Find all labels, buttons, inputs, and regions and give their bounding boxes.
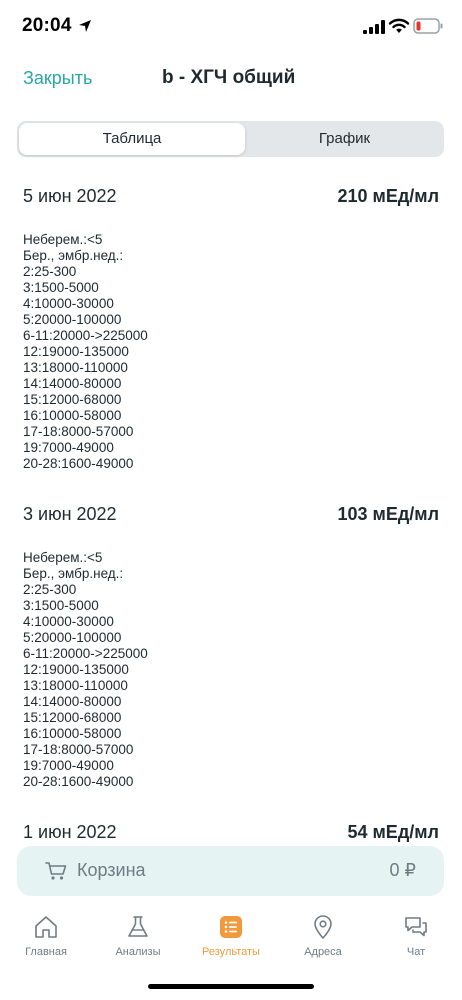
home-icon [33, 914, 59, 940]
result-value: 103 мЕд/мл [337, 504, 439, 524]
tab-label: Чат [406, 946, 426, 958]
results-list[interactable] [0, 172, 462, 842]
tab-results[interactable] [185, 906, 277, 966]
reference-line: Неберем.:<5 [23, 550, 103, 565]
cart-button[interactable] [17, 846, 444, 896]
reference-line: 2:25-300 [23, 582, 77, 597]
reference-line: Неберем.:<5 [23, 232, 103, 247]
reference-line: 6-11:20000->225000 [23, 328, 148, 343]
home-indicator [148, 984, 314, 989]
reference-line: 20-28:1600-49000 [23, 456, 134, 471]
result-date: 3 июн 2022 [23, 504, 117, 524]
reference-line: 15:12000-68000 [23, 392, 122, 407]
reference-ranges [23, 232, 439, 472]
tab-label: Адреса [304, 946, 342, 958]
results-list-icon [218, 914, 244, 940]
tab-label: Главная [25, 946, 67, 958]
close-button[interactable]: Закрыть [23, 68, 93, 88]
tab-home[interactable] [0, 906, 92, 966]
segment-chart[interactable]: График [318, 130, 371, 147]
reference-line: 5:20000-100000 [23, 630, 122, 645]
reference-line: Бер., эмбр.нед.: [23, 566, 124, 581]
result-header [23, 504, 439, 532]
cellular-signal-icon [363, 20, 385, 34]
cart-total: 0 ₽ [389, 860, 416, 880]
reference-line: 20-28:1600-49000 [23, 774, 134, 789]
result-value: 210 мЕд/мл [337, 186, 439, 206]
reference-line: 3:1500-5000 [23, 280, 99, 295]
reference-line: 12:19000-135000 [23, 662, 129, 677]
reference-line: 4:10000-30000 [23, 296, 114, 311]
cart-icon [45, 861, 67, 881]
flask-icon [125, 914, 151, 940]
reference-line: 2:25-300 [23, 264, 77, 279]
reference-line: 14:14000-80000 [23, 376, 122, 391]
reference-line: 16:10000-58000 [23, 408, 122, 423]
reference-line: 13:18000-110000 [23, 360, 128, 375]
reference-line: 4:10000-30000 [23, 614, 114, 629]
reference-line: 17-18:8000-57000 [23, 424, 134, 439]
wifi-icon [389, 18, 409, 34]
reference-line: 12:19000-135000 [23, 344, 129, 359]
cart-label: Корзина [77, 860, 146, 880]
tab-label: Анализы [115, 946, 161, 958]
nav-header [0, 58, 462, 102]
chat-icon [403, 914, 429, 940]
result-header [23, 186, 439, 214]
reference-line: 19:7000-49000 [23, 758, 114, 773]
result-date: 1 июн 2022 [23, 822, 117, 842]
page-title: b - ХГЧ общий [162, 67, 296, 88]
status-bar [0, 0, 462, 52]
reference-line: 17-18:8000-57000 [23, 742, 134, 757]
result-item [0, 490, 462, 790]
result-value: 54 мЕд/мл [347, 822, 439, 842]
result-date: 5 июн 2022 [23, 186, 117, 206]
result-item [0, 172, 462, 472]
battery-low-icon [413, 18, 443, 34]
status-time: 20:04 [22, 15, 72, 36]
reference-line: 6-11:20000->225000 [23, 646, 148, 661]
tab-bar [0, 906, 462, 976]
map-pin-icon [310, 914, 336, 940]
reference-line: 13:18000-110000 [23, 678, 128, 693]
view-segmented-control [17, 121, 444, 157]
reference-line: 14:14000-80000 [23, 694, 122, 709]
tab-analyses[interactable] [92, 906, 184, 966]
location-arrow-icon [78, 19, 92, 33]
segment-table[interactable]: Таблица [19, 123, 245, 155]
reference-line: 15:12000-68000 [23, 710, 122, 725]
reference-ranges [23, 550, 439, 790]
reference-line: 5:20000-100000 [23, 312, 122, 327]
tab-label: Результаты [202, 946, 260, 958]
reference-line: Бер., эмбр.нед.: [23, 248, 124, 263]
reference-line: 19:7000-49000 [23, 440, 114, 455]
reference-line: 16:10000-58000 [23, 726, 122, 741]
tab-chat[interactable] [370, 906, 462, 966]
tab-addresses[interactable] [277, 906, 369, 966]
reference-line: 3:1500-5000 [23, 598, 99, 613]
